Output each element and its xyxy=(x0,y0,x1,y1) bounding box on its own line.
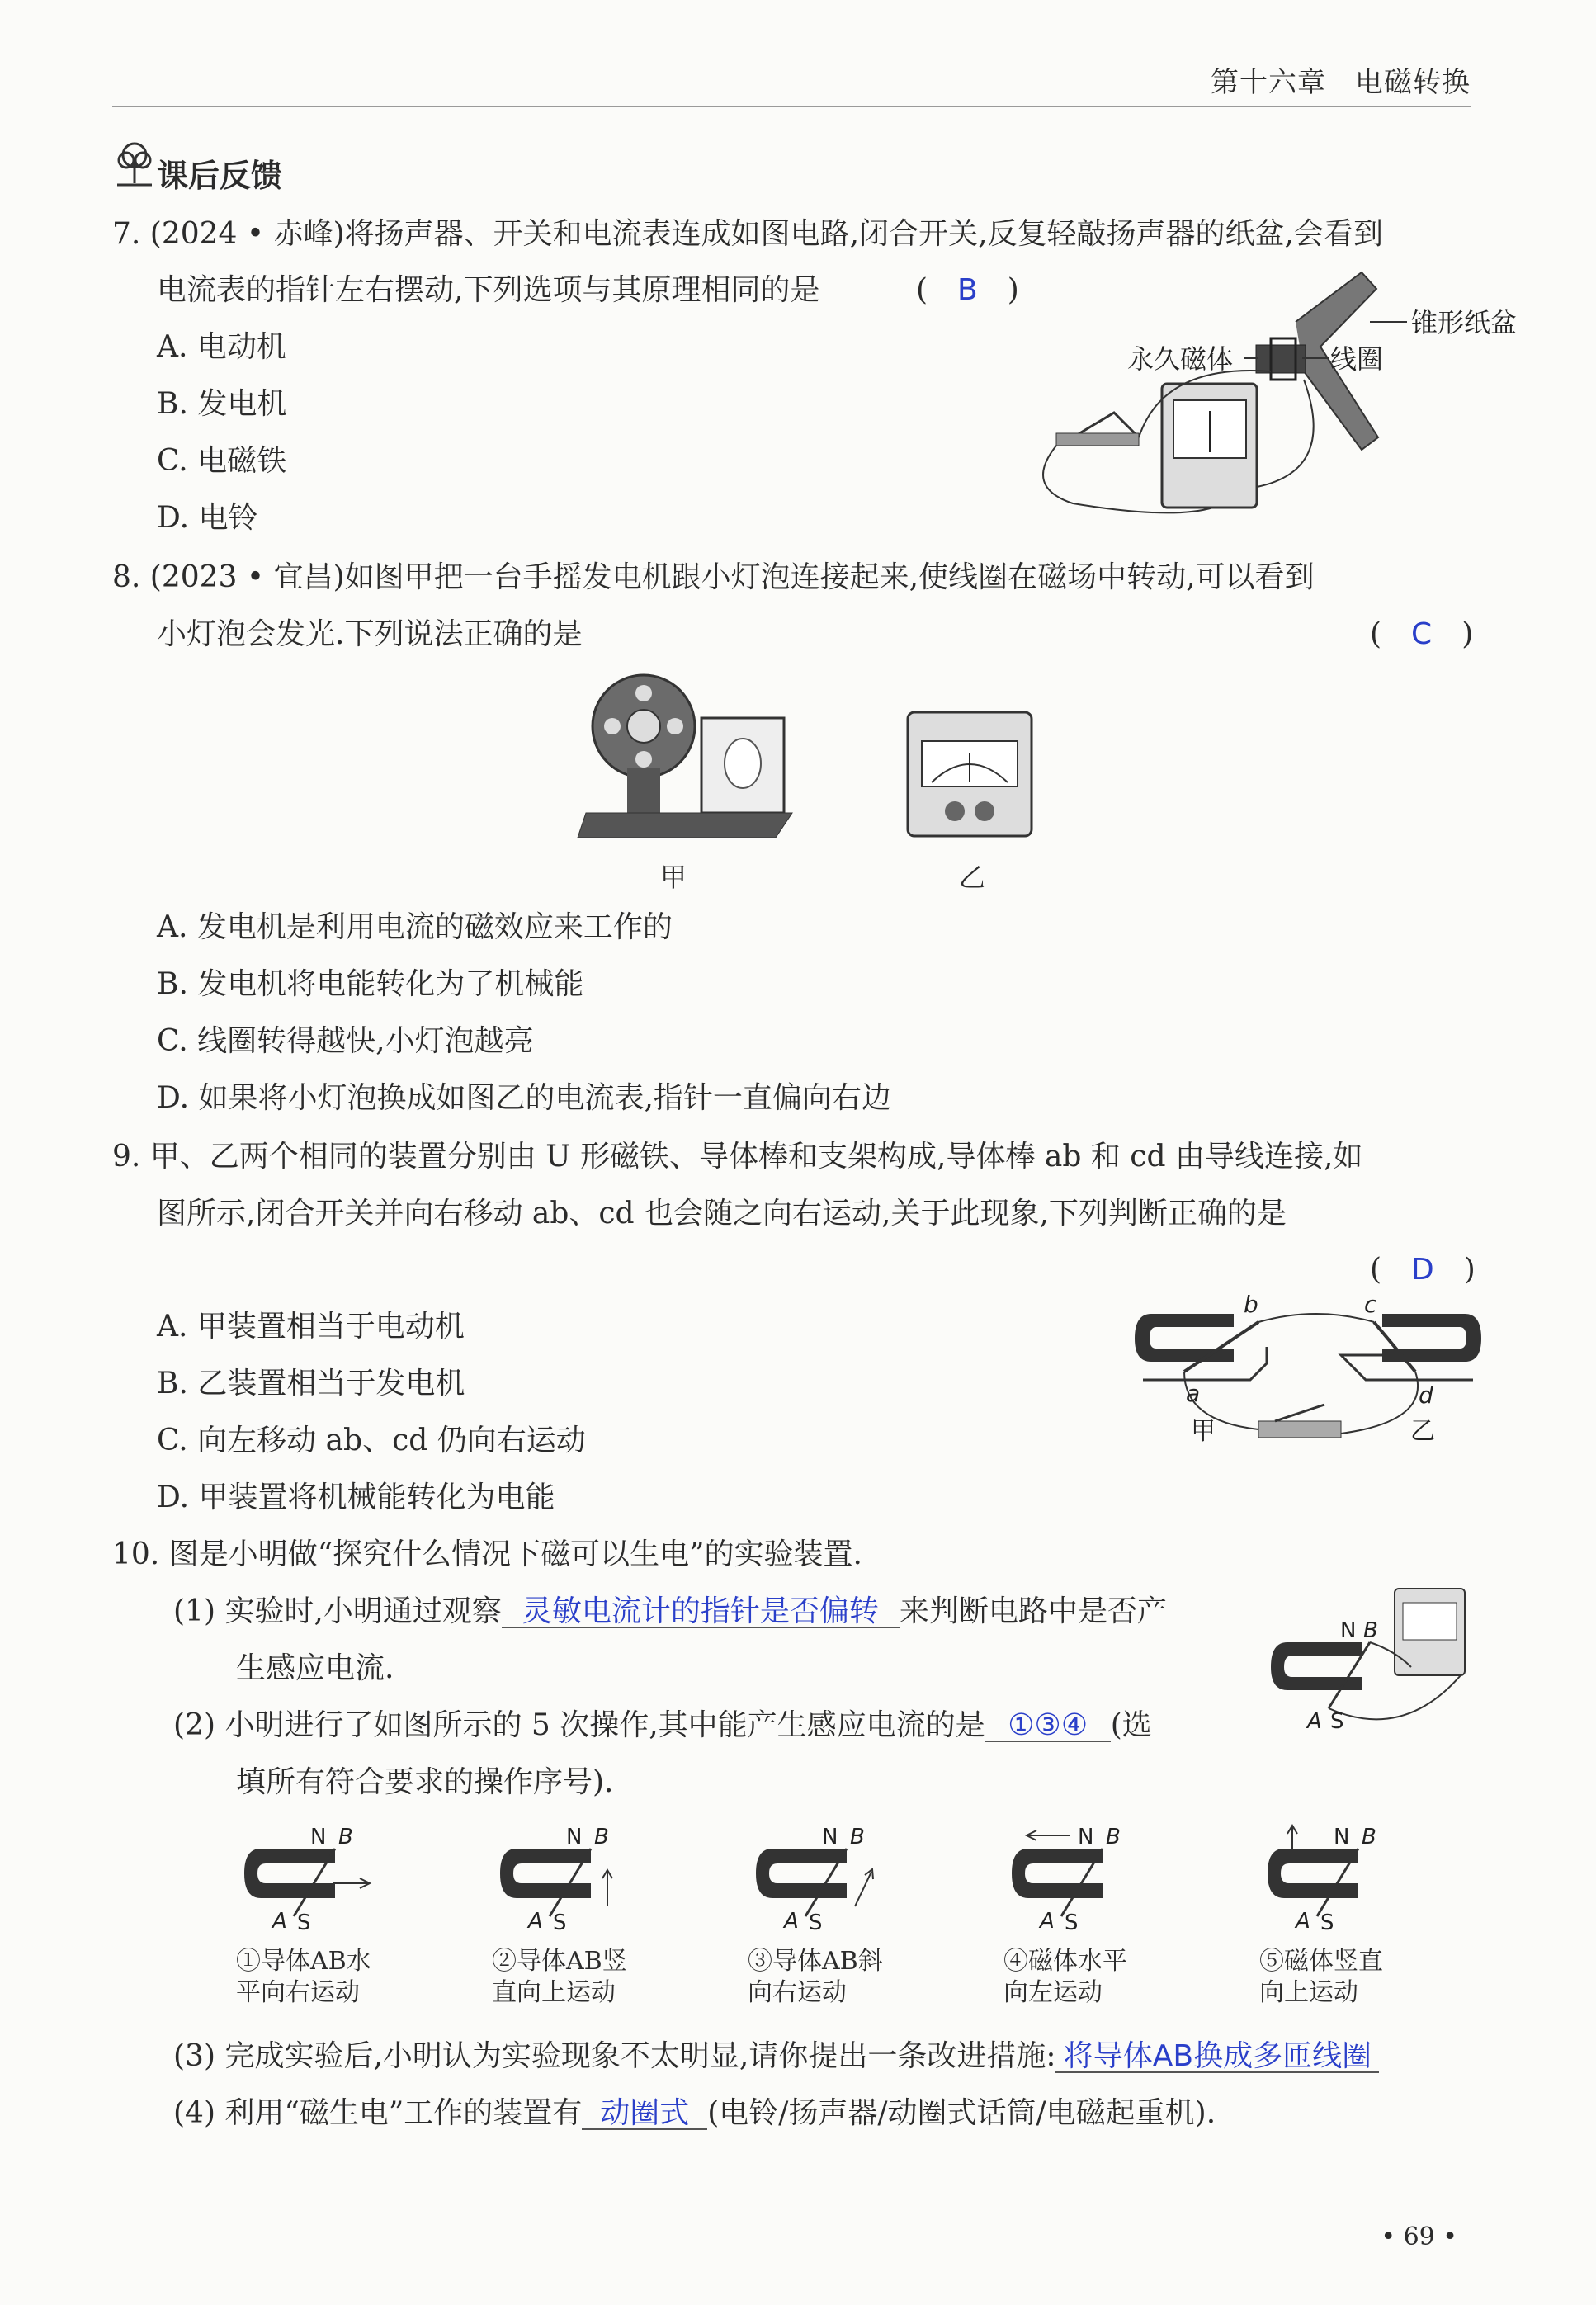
q9-stem-line2: 图所示,闭合开关并向右移动 ab、cd 也会随之向右运动,关于此现象,下列判断正确的是 xyxy=(157,1197,1287,1230)
op2-label-s: S xyxy=(553,1911,567,1935)
q8-figure-jia-caption: 甲 xyxy=(660,862,687,893)
q10-part4-pre: (4) 利用“磁生电”工作的装置有 xyxy=(173,2096,583,2130)
q9-option-d: D. 甲装置将机械能转化为电能 xyxy=(157,1481,555,1514)
op1-caption-line1: ①导体AB水 xyxy=(236,1947,371,1976)
q7-label-coil: 线圈 xyxy=(1330,343,1384,375)
q9-label-yi: 乙 xyxy=(1410,1417,1435,1446)
q10-apparatus-label-a: A xyxy=(1307,1709,1322,1734)
op5-label-b: B xyxy=(1362,1825,1376,1849)
q10-apparatus-label-b: B xyxy=(1363,1618,1378,1643)
q7-label-cone: 锥形纸盆 xyxy=(1411,307,1518,338)
op1-caption xyxy=(236,1946,371,2008)
q7-label-magnet: 永久磁体 xyxy=(1127,343,1234,375)
op3-label-b: B xyxy=(850,1825,865,1849)
q10-apparatus-label-n: N xyxy=(1340,1618,1357,1643)
q7-answer-bracket: ( B ) xyxy=(916,273,1019,307)
q10-part1-line2: 生感应电流. xyxy=(236,1651,394,1685)
header-divider xyxy=(112,106,1471,107)
q9-answer: D xyxy=(1411,1253,1434,1287)
q10-part1-post: 来判断电路中是否产 xyxy=(899,1594,1167,1628)
q8-answer: C xyxy=(1411,617,1433,651)
q9-label-a: a xyxy=(1186,1380,1201,1407)
op4-label-b: B xyxy=(1106,1825,1121,1849)
op5-label-n: N xyxy=(1334,1825,1350,1849)
q7-option-b: B. 发电机 xyxy=(157,387,287,421)
q7-stem-line1: 7. (2024 • 赤峰)将扬声器、开关和电流表连成如图电路,闭合开关,反复轻敲扬声器的纸盆,会看到 xyxy=(112,217,1383,251)
q10-stem: 10. 图是小明做“探究什么情况下磁可以生电”的实验装置. xyxy=(112,1537,862,1571)
op2-label-b: B xyxy=(594,1825,609,1849)
q10-part1 xyxy=(173,1594,1167,1628)
q8-hand-generator-figure xyxy=(578,668,800,842)
q10-part1-blank xyxy=(502,1594,900,1628)
op1-label-n: N xyxy=(310,1825,327,1849)
page-number: • 69 • xyxy=(1381,2222,1457,2251)
op5-diagram xyxy=(1259,1824,1408,1935)
q10-part2 xyxy=(173,1708,1152,1742)
q10-apparatus-label-s: S xyxy=(1330,1709,1344,1734)
q8-stem-line1: 8. (2023 • 宜昌)如图甲把一台手摇发电机跟小灯泡连接起来,使线圈在磁场中转动,可以看到 xyxy=(112,560,1315,594)
q10-apparatus-figure xyxy=(1271,1585,1469,1741)
op4-caption-line1: ④磁体水平 xyxy=(1003,1947,1127,1976)
tree-icon xyxy=(112,139,157,190)
op4-label-n: N xyxy=(1078,1825,1094,1849)
q10-part3-blank xyxy=(1055,2039,1379,2073)
q10-part4-blank xyxy=(582,2096,707,2130)
op5-caption-line2: 向上运动 xyxy=(1259,1977,1358,2007)
op5-caption xyxy=(1259,1946,1383,2008)
q10-part2-pre: (2) 小明进行了如图所示的 5 次操作,其中能产生感应电流的是 xyxy=(173,1708,985,1742)
q8-ammeter-figure xyxy=(904,708,1036,840)
q10-part2-answer: ①③④ xyxy=(1008,1708,1088,1742)
q8-option-b: B. 发电机将电能转化为了机械能 xyxy=(157,967,584,1001)
q7-speaker-circuit-figure xyxy=(1023,272,1518,520)
op1-label-s: S xyxy=(297,1911,311,1935)
q9-option-c: C. 向左移动 ab、cd 仍向右运动 xyxy=(157,1424,586,1457)
op5-label-a: A xyxy=(1296,1909,1310,1934)
op1-caption-line2: 平向右运动 xyxy=(236,1977,360,2007)
op3-label-a: A xyxy=(784,1909,799,1934)
q8-stem-line2: 小灯泡会发光.下列说法正确的是 xyxy=(157,617,583,651)
op4-label-s: S xyxy=(1065,1911,1079,1935)
q9-option-b: B. 乙装置相当于发电机 xyxy=(157,1367,465,1400)
op2-label-a: A xyxy=(528,1909,543,1934)
q9-answer-bracket: ( D ) xyxy=(1370,1253,1476,1287)
q8-figure-yi-caption: 乙 xyxy=(959,862,986,893)
op2-label-n: N xyxy=(566,1825,583,1849)
op2-diagram xyxy=(492,1824,640,1935)
q10-part4-post: (电铃/扬声器/动圈式话筒/电磁起重机). xyxy=(707,2096,1216,2130)
op1-label-a: A xyxy=(272,1909,287,1934)
q7-option-a: A. 电动机 xyxy=(157,330,286,364)
q8-option-d: D. 如果将小灯泡换成如图乙的电流表,指针一直偏向右边 xyxy=(157,1081,891,1115)
q10-part1-pre: (1) 实验时,小明通过观察 xyxy=(173,1594,502,1628)
q9-label-jia: 甲 xyxy=(1191,1417,1216,1446)
q10-part3-pre: (3) 完成实验后,小明认为实验现象不太明显,请你提出一条改进措施: xyxy=(173,2039,1056,2073)
op2-caption xyxy=(492,1946,627,2008)
q8-answer-bracket: ( C ) xyxy=(1370,617,1474,651)
op3-diagram xyxy=(748,1824,896,1935)
op5-caption-line1: ⑤磁体竖直 xyxy=(1259,1947,1383,1976)
q9-label-b: b xyxy=(1244,1291,1258,1318)
op1-diagram xyxy=(236,1824,385,1935)
q9-stem-line1: 9. 甲、乙两个相同的装置分别由 U 形磁铁、导体棒和支架构成,导体棒 ab 和 cd 由导线连接,如 xyxy=(112,1140,1363,1174)
q10-part4 xyxy=(173,2096,1216,2130)
q10-part2-blank xyxy=(985,1708,1111,1742)
op3-caption xyxy=(748,1946,883,2008)
q10-part4-answer: 动圈式 xyxy=(600,2096,690,2130)
section-title: 课后反馈 xyxy=(157,158,283,194)
q7-option-c: C. 电磁铁 xyxy=(157,444,287,478)
q9-two-magnets-figure xyxy=(1135,1291,1481,1462)
op5-label-s: S xyxy=(1320,1911,1334,1935)
q7-stem-line2: 电流表的指针左右摆动,下列选项与其原理相同的是 xyxy=(157,273,820,307)
q7-option-d: D. 电铃 xyxy=(157,501,258,535)
q8-option-c: C. 线圈转得越快,小灯泡越亮 xyxy=(157,1024,534,1058)
op3-label-n: N xyxy=(822,1825,838,1849)
q10-part3-answer: 将导体AB换成多匝线圈 xyxy=(1063,2039,1372,2073)
q10-part3 xyxy=(173,2039,1379,2073)
q9-option-a: A. 甲装置相当于电动机 xyxy=(157,1310,465,1344)
op3-caption-line2: 向右运动 xyxy=(748,1977,847,2007)
op2-caption-line1: ②导体AB竖 xyxy=(492,1947,627,1976)
op4-caption-line2: 向左运动 xyxy=(1003,1977,1103,2007)
chapter-header: 第十六章 电磁转换 xyxy=(1211,66,1471,99)
op4-label-a: A xyxy=(1040,1909,1055,1934)
op4-caption xyxy=(1003,1946,1127,2008)
op1-label-b: B xyxy=(338,1825,353,1849)
q8-option-a: A. 发电机是利用电流的磁效应来工作的 xyxy=(157,910,673,944)
q10-part2-line2: 填所有符合要求的操作序号). xyxy=(236,1765,614,1799)
op4-diagram xyxy=(1003,1824,1152,1935)
q10-part1-answer: 灵敏电流计的指针是否偏转 xyxy=(522,1594,879,1628)
q7-answer: B xyxy=(957,273,978,307)
q10-part2-post: (选 xyxy=(1110,1708,1152,1742)
op3-label-s: S xyxy=(809,1911,823,1935)
q9-label-c: c xyxy=(1364,1291,1377,1318)
op2-caption-line2: 直向上运动 xyxy=(492,1977,616,2007)
q9-label-d: d xyxy=(1419,1382,1433,1409)
op3-caption-line1: ③导体AB斜 xyxy=(748,1947,883,1976)
